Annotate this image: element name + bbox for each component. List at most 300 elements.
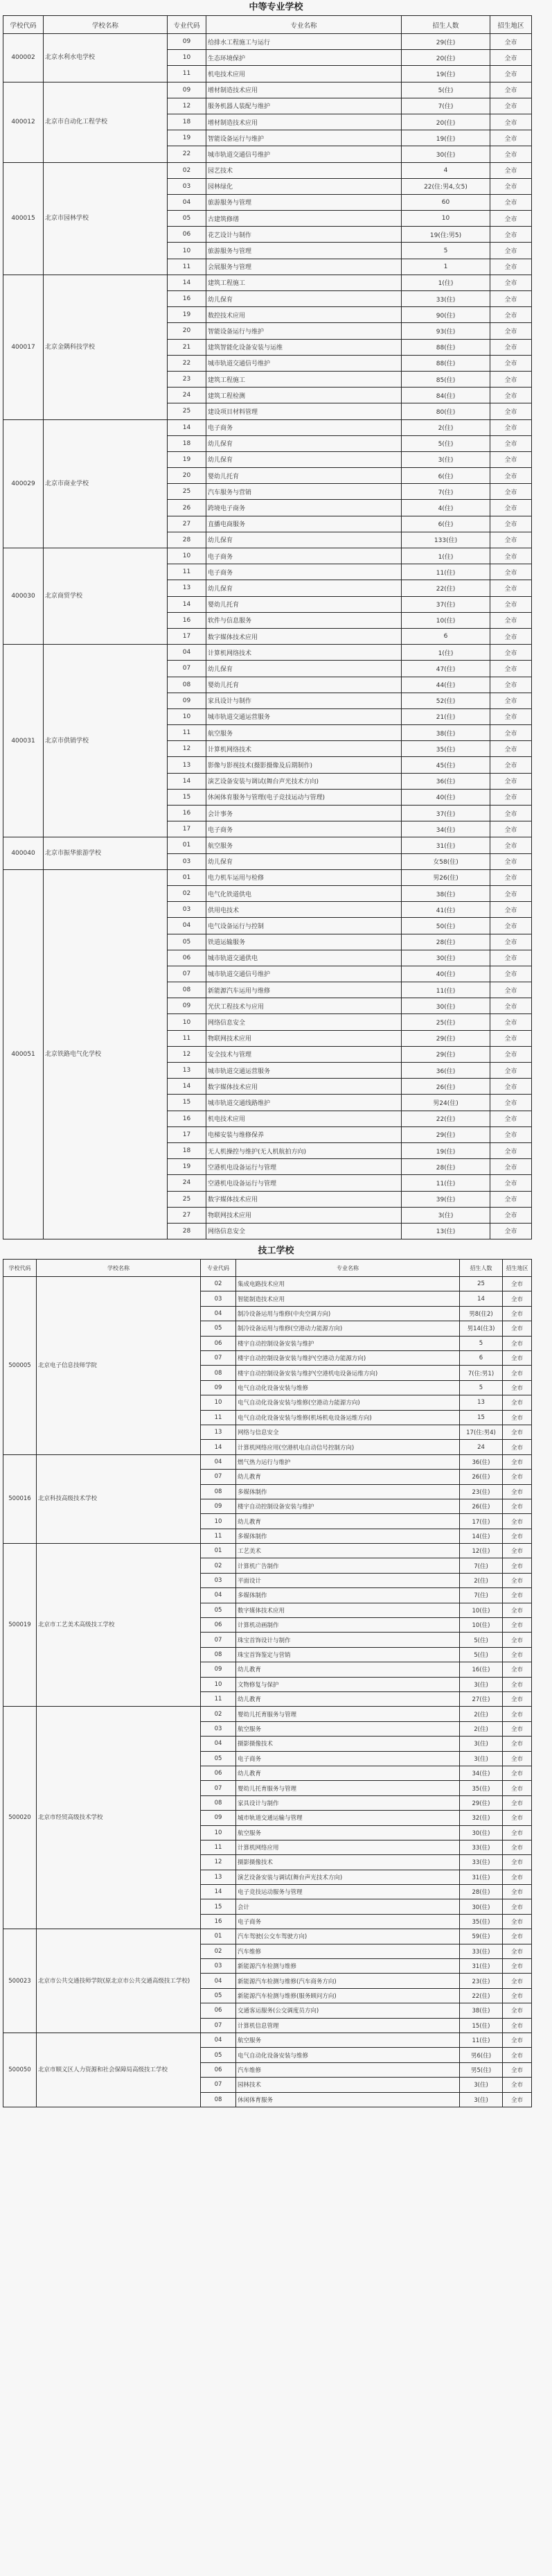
major-name: 航空服务 xyxy=(236,2033,460,2047)
major-code: 20 xyxy=(168,468,206,484)
enrollment-count: 30(住) xyxy=(402,950,490,966)
table-row xyxy=(3,869,532,885)
major-code: 03 xyxy=(168,178,206,194)
enrollment-count: 13 xyxy=(460,1395,503,1410)
major-code: 04 xyxy=(168,645,206,661)
major-name: 园林技术 xyxy=(236,2078,460,2092)
table-body xyxy=(3,34,532,1239)
major-code: 23 xyxy=(168,371,206,387)
enrollment-region: 全市 xyxy=(490,1223,532,1239)
school-code: 500016 xyxy=(3,1454,37,1543)
school-name: 北京市经贸高级技术学校 xyxy=(37,1707,201,1929)
school-name: 北京市振华旅游学校 xyxy=(44,837,168,869)
major-code: 06 xyxy=(168,227,206,243)
major-code: 05 xyxy=(201,1751,236,1766)
school-code: 400029 xyxy=(3,419,44,548)
major-name: 摄影摄像技术 xyxy=(236,1855,460,1870)
major-code: 04 xyxy=(201,1974,236,1988)
school-name: 北京市顺义区人力资源和社会保障局高级技工学校 xyxy=(37,2033,201,2107)
enrollment-count: 88(住) xyxy=(402,355,490,371)
major-code: 16 xyxy=(168,806,206,821)
enrollment-region: 全市 xyxy=(490,178,532,194)
enrollment-count: 14(住) xyxy=(460,1529,503,1543)
major-name: 婴幼儿托育服务与管理 xyxy=(236,1781,460,1795)
major-name: 新能源汽车检测与维修 xyxy=(236,1959,460,1974)
major-name: 影像与影视技术(摄影摄像及后期制作) xyxy=(206,757,402,773)
enrollment-region: 全市 xyxy=(490,677,532,693)
enrollment-region: 全市 xyxy=(503,1811,532,1825)
school-code: 400040 xyxy=(3,837,44,869)
major-name: 网络与信息安全 xyxy=(236,1425,460,1439)
major-code: 10 xyxy=(201,1825,236,1840)
major-code: 08 xyxy=(168,982,206,998)
enrollment-count: 1(住) xyxy=(402,645,490,661)
enrollment-region: 全市 xyxy=(490,194,532,210)
enrollment-count: 19(住) xyxy=(402,130,490,146)
enrollment-count: 28(住) xyxy=(460,1885,503,1899)
enrollment-region: 全市 xyxy=(503,2018,532,2033)
major-code: 17 xyxy=(168,628,206,644)
enrollment-region: 全市 xyxy=(490,693,532,708)
major-name: 婴幼儿托育 xyxy=(206,596,402,612)
enrollment-count: 19(住) xyxy=(402,66,490,82)
enrollment-count: 6 xyxy=(460,1351,503,1366)
major-code: 14 xyxy=(168,419,206,435)
major-name: 航空服务 xyxy=(206,837,402,853)
enrollment-count: 5(住) xyxy=(460,1647,503,1662)
major-name: 电气设备运行与控制 xyxy=(206,918,402,934)
enrollment-region: 全市 xyxy=(490,1046,532,1062)
major-name: 电气自动化设备安装与维修(机场机电设备运维方向) xyxy=(236,1410,460,1425)
enrollment-count: 26(住) xyxy=(460,1499,503,1513)
major-code: 05 xyxy=(201,2048,236,2062)
major-code: 11 xyxy=(201,1529,236,1543)
enrollment-region: 全市 xyxy=(490,628,532,644)
enrollment-count: 6(住) xyxy=(402,516,490,532)
enrollment-count: 23(住) xyxy=(460,1484,503,1499)
major-code: 14 xyxy=(201,1440,236,1454)
major-code: 07 xyxy=(201,1781,236,1795)
major-code: 08 xyxy=(201,2092,236,2107)
major-name: 计算机广告制作 xyxy=(236,1558,460,1573)
major-code: 19 xyxy=(168,130,206,146)
major-name: 文物修复与保护 xyxy=(236,1677,460,1691)
enrollment-count: 1 xyxy=(402,259,490,275)
enrollment-count: 36(住) xyxy=(460,1454,503,1469)
table-row xyxy=(3,837,532,853)
major-name: 网络信息安全 xyxy=(206,1014,402,1030)
enrollment-region: 全市 xyxy=(490,821,532,837)
major-name: 婴幼儿托育 xyxy=(206,468,402,484)
major-code: 02 xyxy=(201,1277,236,1291)
enrollment-count: 30(住) xyxy=(460,1825,503,1840)
major-code: 09 xyxy=(168,82,206,98)
enrollment-region: 全市 xyxy=(503,1336,532,1350)
major-code: 10 xyxy=(168,1014,206,1030)
major-name: 幼儿教育 xyxy=(236,1662,460,1677)
enrollment-region: 全市 xyxy=(490,146,532,162)
major-name: 航空服务 xyxy=(236,1721,460,1736)
table-row xyxy=(3,1277,532,1291)
enrollment-count: 3(住) xyxy=(460,1751,503,1766)
major-name: 建设项目材料管理 xyxy=(206,403,402,419)
major-code: 19 xyxy=(168,1159,206,1175)
school-code: 400012 xyxy=(3,82,44,162)
enrollment-region: 全市 xyxy=(490,275,532,290)
enrollment-count: 29(住) xyxy=(402,1046,490,1062)
major-code: 03 xyxy=(201,1721,236,1736)
major-name: 计算机网络技术 xyxy=(206,645,402,661)
enrollment-region: 全市 xyxy=(490,468,532,484)
header-enrollment: 招生人数 xyxy=(460,1260,503,1277)
major-code: 08 xyxy=(201,1647,236,1662)
major-code: 14 xyxy=(168,596,206,612)
major-code: 20 xyxy=(168,323,206,339)
major-code: 18 xyxy=(168,1142,206,1158)
major-name: 空港机电设备运行与管理 xyxy=(206,1159,402,1175)
section-title-vocational: 中等专业学校 xyxy=(249,2,303,12)
enrollment-region: 全市 xyxy=(490,869,532,885)
major-name: 休闲体育服务 xyxy=(236,2092,460,2107)
enrollment-region: 全市 xyxy=(490,532,532,548)
major-code: 07 xyxy=(168,966,206,982)
major-code: 16 xyxy=(168,612,206,628)
major-name: 多媒体制作 xyxy=(236,1529,460,1543)
enrollment-region: 全市 xyxy=(503,1291,532,1306)
major-code: 11 xyxy=(201,1840,236,1854)
enrollment-count: 20(住) xyxy=(402,50,490,66)
enrollment-region: 全市 xyxy=(503,1721,532,1736)
enrollment-count: 36(住) xyxy=(402,773,490,789)
major-code: 08 xyxy=(201,1484,236,1499)
enrollment-count: 25(住) xyxy=(402,1014,490,1030)
enrollment-count: 10(住) xyxy=(460,1618,503,1633)
enrollment-count: 3(住) xyxy=(460,1737,503,1751)
enrollment-count: 1(住) xyxy=(402,275,490,290)
major-name: 园艺技术 xyxy=(206,162,402,178)
major-code: 27 xyxy=(168,516,206,532)
major-code: 04 xyxy=(201,2033,236,2047)
enrollment-region: 全市 xyxy=(490,885,532,901)
major-name: 幼儿保育 xyxy=(206,532,402,548)
enrollment-count: 7(住) xyxy=(402,98,490,114)
major-code: 12 xyxy=(201,1855,236,1870)
table-body xyxy=(3,1277,532,2107)
school-name: 北京市园林学校 xyxy=(44,162,168,275)
enrollment-count: 38(住) xyxy=(402,885,490,901)
enrollment-count: 11(住) xyxy=(460,2033,503,2047)
enrollment-region: 全市 xyxy=(490,612,532,628)
major-name: 摄影摄像技术 xyxy=(236,1737,460,1751)
major-code: 07 xyxy=(201,2018,236,2033)
vocational-school-table xyxy=(3,15,532,1239)
enrollment-region: 全市 xyxy=(503,2048,532,2062)
major-code: 11 xyxy=(168,725,206,741)
major-code: 01 xyxy=(168,837,206,853)
enrollment-count: 22(住) xyxy=(402,580,490,596)
enrollment-region: 全市 xyxy=(490,1191,532,1207)
enrollment-count: 29(住) xyxy=(460,1795,503,1810)
enrollment-count: 14 xyxy=(460,1291,503,1306)
enrollment-region: 全市 xyxy=(503,2003,532,2018)
major-code: 19 xyxy=(168,307,206,323)
enrollment-region: 全市 xyxy=(503,2092,532,2107)
enrollment-region: 全市 xyxy=(503,1855,532,1870)
enrollment-region: 全市 xyxy=(503,1618,532,1633)
major-name: 安全技术与管理 xyxy=(206,1046,402,1062)
major-code: 21 xyxy=(168,339,206,355)
major-code: 06 xyxy=(201,1336,236,1350)
table-row xyxy=(3,548,532,564)
enrollment-region: 全市 xyxy=(490,388,532,403)
major-name: 电子商务 xyxy=(206,564,402,580)
enrollment-region: 全市 xyxy=(490,596,532,612)
header-major-code: 专业代码 xyxy=(201,1260,236,1277)
major-name: 幼儿保育 xyxy=(206,580,402,596)
enrollment-region: 全市 xyxy=(490,982,532,998)
enrollment-region: 全市 xyxy=(490,1095,532,1111)
enrollment-count: 24 xyxy=(460,1440,503,1454)
major-name: 直播电商服务 xyxy=(206,516,402,532)
major-name: 光伏工程技术与应用 xyxy=(206,998,402,1014)
enrollment-region: 全市 xyxy=(490,1014,532,1030)
major-name: 演艺设备安装与调试(舞台声光技术方向) xyxy=(236,1870,460,1884)
header-major-code: 专业代码 xyxy=(168,16,206,34)
major-name: 家具设计与制作 xyxy=(236,1795,460,1810)
school-code: 400051 xyxy=(3,869,44,1239)
major-name: 楼宇自动控制设备安装与维护 xyxy=(236,1499,460,1513)
enrollment-count: 5(住) xyxy=(402,435,490,451)
enrollment-count: 52(住) xyxy=(402,693,490,708)
major-code: 18 xyxy=(168,435,206,451)
major-code: 17 xyxy=(168,1126,206,1142)
major-code: 11 xyxy=(201,1692,236,1707)
major-name: 铁道运输服务 xyxy=(206,934,402,950)
major-name: 交通客运服务(公交调度员方向) xyxy=(236,2003,460,2018)
table-row xyxy=(3,275,532,290)
header-region: 招生地区 xyxy=(503,1260,532,1277)
school-name: 北京科技高级技术学校 xyxy=(37,1454,201,1543)
major-name: 物联网技术应用 xyxy=(206,1030,402,1046)
header-major-name: 专业名称 xyxy=(236,1260,460,1277)
enrollment-count: 12(住) xyxy=(460,1544,503,1558)
major-code: 04 xyxy=(201,1454,236,1469)
enrollment-region: 全市 xyxy=(490,307,532,323)
major-code: 13 xyxy=(201,1870,236,1884)
enrollment-region: 全市 xyxy=(490,130,532,146)
enrollment-count: 35(住) xyxy=(402,741,490,757)
enrollment-region: 全市 xyxy=(490,661,532,677)
enrollment-count: 21(住) xyxy=(402,708,490,724)
technical-school-table xyxy=(3,1259,532,2107)
major-name: 机电技术应用 xyxy=(206,66,402,82)
enrollment-count: 男26(住) xyxy=(402,869,490,885)
enrollment-region: 全市 xyxy=(503,1395,532,1410)
major-name: 城市轨道交通信号维护 xyxy=(206,355,402,371)
major-code: 09 xyxy=(201,1662,236,1677)
enrollment-count: 45(住) xyxy=(402,757,490,773)
major-code: 12 xyxy=(168,1046,206,1062)
major-name: 数字媒体技术应用 xyxy=(206,1191,402,1207)
major-code: 26 xyxy=(168,500,206,516)
enrollment-region: 全市 xyxy=(503,1988,532,2003)
enrollment-count: 33(住) xyxy=(460,1840,503,1854)
major-code: 15 xyxy=(201,1899,236,1914)
enrollment-region: 全市 xyxy=(503,1974,532,1988)
enrollment-region: 全市 xyxy=(503,1885,532,1899)
major-code: 10 xyxy=(168,548,206,564)
major-code: 02 xyxy=(201,1944,236,1958)
enrollment-region: 全市 xyxy=(490,1030,532,1046)
enrollment-count: 85(住) xyxy=(402,371,490,387)
enrollment-region: 全市 xyxy=(490,403,532,419)
enrollment-count: 40(住) xyxy=(402,966,490,982)
school-name: 北京铁路电气化学校 xyxy=(44,869,168,1239)
major-name: 给排水工程施工与运行 xyxy=(206,34,402,50)
major-name: 会计事务 xyxy=(206,806,402,821)
major-name: 幼儿保育 xyxy=(206,661,402,677)
school-name: 北京市自动化工程学校 xyxy=(44,82,168,162)
enrollment-region: 全市 xyxy=(503,2062,532,2077)
enrollment-region: 全市 xyxy=(503,1440,532,1454)
enrollment-region: 全市 xyxy=(503,1380,532,1395)
major-name: 数控技术应用 xyxy=(206,307,402,323)
enrollment-region: 全市 xyxy=(490,548,532,564)
enrollment-region: 全市 xyxy=(503,1707,532,1721)
major-name: 建筑智能化设备安装与运维 xyxy=(206,339,402,355)
enrollment-region: 全市 xyxy=(490,243,532,259)
header-school-name: 学校名称 xyxy=(44,16,168,34)
enrollment-count: 19(住) xyxy=(402,1142,490,1158)
major-name: 楼宇自动控制设备安装与维护(空港动力能源方向) xyxy=(236,1351,460,1366)
enrollment-region: 全市 xyxy=(503,2033,532,2047)
major-name: 电子商务 xyxy=(236,1914,460,1929)
major-code: 02 xyxy=(168,885,206,901)
enrollment-region: 全市 xyxy=(503,1351,532,1366)
enrollment-count: 30(住) xyxy=(460,1899,503,1914)
enrollment-region: 全市 xyxy=(490,162,532,178)
enrollment-region: 全市 xyxy=(490,66,532,82)
major-name: 物联网技术应用 xyxy=(206,1207,402,1223)
enrollment-region: 全市 xyxy=(503,1944,532,1958)
major-code: 10 xyxy=(201,1677,236,1691)
major-code: 13 xyxy=(168,757,206,773)
major-code: 09 xyxy=(168,34,206,50)
major-name: 幼儿保育 xyxy=(206,291,402,307)
enrollment-count: 31(住) xyxy=(460,1959,503,1974)
enrollment-region: 全市 xyxy=(503,1899,532,1914)
enrollment-region: 全市 xyxy=(503,1514,532,1529)
enrollment-region: 全市 xyxy=(490,1111,532,1126)
major-code: 13 xyxy=(168,580,206,596)
enrollment-count: 2(住) xyxy=(460,1573,503,1587)
major-code: 14 xyxy=(168,773,206,789)
enrollment-count: 10 xyxy=(402,211,490,227)
enrollment-count: 男6(住) xyxy=(460,2048,503,2062)
major-code: 07 xyxy=(201,2078,236,2092)
enrollment-count: 5 xyxy=(460,1336,503,1350)
major-code: 10 xyxy=(168,50,206,66)
enrollment-count: 32(住) xyxy=(460,1811,503,1825)
major-code: 04 xyxy=(168,918,206,934)
school-code: 500005 xyxy=(3,1277,37,1455)
major-name: 古建筑修缮 xyxy=(206,211,402,227)
enrollment-count: 6 xyxy=(402,628,490,644)
enrollment-count: 26(住) xyxy=(402,1079,490,1095)
enrollment-count: 5(住) xyxy=(460,1633,503,1647)
major-name: 工艺美术 xyxy=(236,1544,460,1558)
major-code: 28 xyxy=(168,532,206,548)
enrollment-count: 38(住) xyxy=(460,2003,503,2018)
section-title-technical: 技工学校 xyxy=(258,1246,294,1257)
major-name: 服务机器人装配与维护 xyxy=(206,98,402,114)
major-name: 电气自动化设备安装与维修 xyxy=(236,1380,460,1395)
enrollment-count: 93(住) xyxy=(402,323,490,339)
major-name: 空港机电设备运行与管理 xyxy=(206,1175,402,1191)
major-code: 09 xyxy=(168,998,206,1014)
enrollment-count: 47(住) xyxy=(402,661,490,677)
major-name: 数字媒体技术应用 xyxy=(236,1603,460,1617)
school-name: 北京电子信息技师学院 xyxy=(37,1277,201,1455)
major-name: 幼儿教育 xyxy=(236,1470,460,1484)
major-code: 04 xyxy=(201,1588,236,1603)
enrollment-region: 全市 xyxy=(490,806,532,821)
major-name: 电梯安装与维修保养 xyxy=(206,1126,402,1142)
major-code: 06 xyxy=(201,1766,236,1780)
major-name: 城市轨道交通运输与管理 xyxy=(236,1811,460,1825)
major-name: 机电技术应用 xyxy=(206,1111,402,1126)
major-name: 智能设备运行与维护 xyxy=(206,323,402,339)
table-row xyxy=(3,2033,532,2047)
enrollment-region: 全市 xyxy=(490,645,532,661)
enrollment-count: 34(住) xyxy=(460,1766,503,1780)
enrollment-region: 全市 xyxy=(503,1470,532,1484)
major-code: 22 xyxy=(168,355,206,371)
enrollment-count: 31(住) xyxy=(402,837,490,853)
enrollment-region: 全市 xyxy=(503,1840,532,1854)
major-code: 05 xyxy=(168,934,206,950)
major-name: 家具设计与制作 xyxy=(206,693,402,708)
header-school-name: 学校名称 xyxy=(37,1260,201,1277)
major-code: 09 xyxy=(201,1380,236,1395)
header-school-code: 学校代码 xyxy=(3,1260,37,1277)
enrollment-count: 90(住) xyxy=(402,307,490,323)
major-code: 22 xyxy=(168,146,206,162)
school-code: 500019 xyxy=(3,1544,37,1707)
enrollment-count: 13(住) xyxy=(402,1223,490,1239)
major-code: 01 xyxy=(201,1929,236,1944)
major-code: 11 xyxy=(168,259,206,275)
major-code: 15 xyxy=(168,789,206,805)
enrollment-count: 28(住) xyxy=(402,934,490,950)
enrollment-count: 3(住) xyxy=(460,2078,503,2092)
enrollment-count: 40(住) xyxy=(402,789,490,805)
major-code: 24 xyxy=(168,1175,206,1191)
major-name: 汽车服务与营销 xyxy=(206,484,402,500)
enrollment-count: 4(住) xyxy=(402,500,490,516)
school-name: 北京市工艺美术高级技工学校 xyxy=(37,1544,201,1707)
school-code: 400031 xyxy=(3,645,44,837)
enrollment-region: 全市 xyxy=(490,1126,532,1142)
major-code: 11 xyxy=(168,1030,206,1046)
major-name: 无人机操控与维护(无人机航拍方向) xyxy=(206,1142,402,1158)
header-enrollment: 招生人数 xyxy=(402,16,490,34)
enrollment-count: 2(住) xyxy=(402,419,490,435)
enrollment-count: 女58(住) xyxy=(402,853,490,869)
major-name: 幼儿教育 xyxy=(236,1514,460,1529)
enrollment-region: 全市 xyxy=(503,1544,532,1558)
enrollment-region: 全市 xyxy=(490,837,532,853)
